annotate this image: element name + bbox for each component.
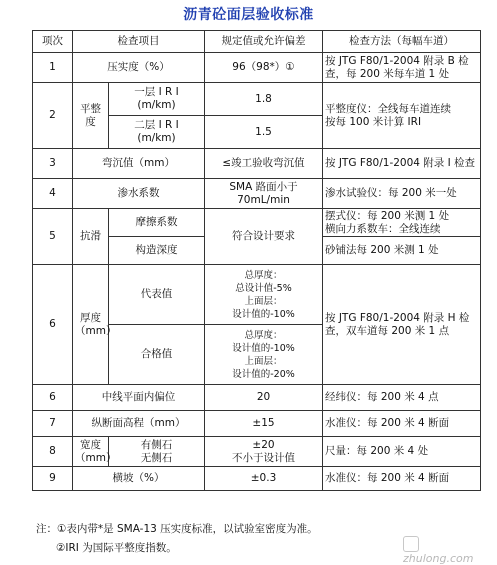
row-subitem: 合格值	[109, 325, 205, 385]
value-line: 设计值的-10%	[232, 308, 295, 320]
row-value: 1.8	[205, 83, 323, 116]
row-method: 渗水试验仪：每 200 米一处	[323, 179, 481, 209]
method-line: 摆式仪：每 200 米测 1 处	[325, 209, 450, 222]
row-method: 按 JTG F80/1-2004 附录 I 检查	[323, 149, 481, 179]
row-subitem: 构造深度	[109, 237, 205, 265]
table-header-row	[33, 31, 481, 53]
row-index: 1	[33, 53, 73, 83]
table-row	[33, 83, 481, 116]
value-line: SMA 路面小于	[229, 180, 298, 193]
row-value	[205, 325, 323, 385]
row-subitem	[109, 83, 205, 116]
row-item: 厚度（mm）	[73, 265, 109, 385]
inspection-standard-table	[32, 30, 481, 491]
value-line: 上面层：	[244, 295, 283, 307]
method-line: 按每 100 米计算 IRI	[325, 115, 422, 128]
row-subitem	[109, 437, 205, 467]
row-item: 中线平面内偏位	[73, 385, 205, 411]
value-line: 总厚度：	[244, 329, 283, 341]
row-item: 抗滑	[73, 209, 109, 265]
subitem-unit: (m/km)	[137, 99, 176, 111]
row-index: 3	[33, 149, 73, 179]
value-line: 不小于设计值	[232, 451, 295, 464]
header-item: 检查项目	[73, 31, 205, 53]
table-row	[33, 385, 481, 411]
row-value	[205, 437, 323, 467]
value-line: 设计值的-10%	[232, 342, 295, 354]
row-method: 经纬仪：每 200 米 4 点	[323, 385, 481, 411]
row-value: ±0.3	[205, 467, 323, 491]
row-subitem: 摩擦系数	[109, 209, 205, 237]
footnote-2: ②IRI 为国际平整度指数。	[56, 542, 177, 554]
row-method	[323, 209, 481, 237]
row-method	[323, 83, 481, 149]
row-method: 水准仪：每 200 米 4 断面	[323, 467, 481, 491]
row-index: 4	[33, 179, 73, 209]
table-row	[33, 467, 481, 491]
row-index: 5	[33, 209, 73, 265]
row-subitem	[109, 116, 205, 149]
value-line: 总厚度：	[244, 269, 283, 281]
row-index: 8	[33, 437, 73, 467]
header-index: 项次	[33, 31, 73, 53]
row-item: 宽度（mm）	[73, 437, 109, 467]
row-item: 渗水系数	[73, 179, 205, 209]
table-row	[33, 209, 481, 237]
subitem-label: 一层 I R I	[134, 86, 179, 98]
table-row	[33, 437, 481, 467]
row-index: 9	[33, 467, 73, 491]
row-value: ±15	[205, 411, 323, 437]
row-value: 1.5	[205, 116, 323, 149]
value-line: 70mL/min	[237, 193, 290, 206]
row-index: 2	[33, 83, 73, 149]
row-value	[205, 179, 323, 209]
table-row	[33, 179, 481, 209]
row-value: 96（98*）①	[205, 53, 323, 83]
subitem-unit: (m/km)	[137, 132, 176, 144]
row-value: 20	[205, 385, 323, 411]
header-value: 规定值或允许偏差	[205, 31, 323, 53]
method-line: 横向力系数车：全线连续	[325, 222, 441, 235]
header-method: 检查方法（每幅车道）	[323, 31, 481, 53]
subitem-label: 二层 I R I	[134, 119, 179, 131]
row-method: 尺量：每 200 米 4 处	[323, 437, 481, 467]
subitem-label: 无侧石	[140, 451, 173, 464]
subitem-label: 有侧石	[140, 438, 173, 451]
row-item: 平整度	[73, 83, 109, 149]
row-index: 6	[33, 385, 73, 411]
watermark	[403, 536, 487, 565]
row-method: 水准仪：每 200 米 4 断面	[323, 411, 481, 437]
value-line: 上面层：	[244, 355, 283, 367]
page-title: 沥青砼面层验收标准	[183, 7, 314, 23]
row-method: 按 JTG F80/1-2004 附录 H 检查，双车道每 200 米 1 点	[323, 265, 481, 385]
table-row	[33, 53, 481, 83]
row-item: 横坡（%）	[73, 467, 205, 491]
row-index: 7	[33, 411, 73, 437]
row-value	[205, 265, 323, 325]
row-item: 压实度（%）	[73, 53, 205, 83]
watermark-logo-icon	[403, 536, 419, 552]
value-line: 总设计值-5%	[235, 282, 292, 294]
value-line: 设计值的-20%	[232, 368, 295, 380]
row-method: 按 JTG F80/1-2004 附录 B 检查，每 200 米每车道 1 处	[323, 53, 481, 83]
table-row	[33, 411, 481, 437]
row-value: 符合设计要求	[205, 209, 323, 265]
row-item: 弯沉值（mm）	[73, 149, 205, 179]
row-value: ≤竣工验收弯沉值	[205, 149, 323, 179]
table-row	[33, 265, 481, 325]
row-item: 纵断面高程（mm）	[73, 411, 205, 437]
watermark-text: zhulong.com	[403, 552, 474, 565]
value-line: ±20	[252, 438, 275, 451]
method-line: 平整度仪：全线每车道连续	[325, 102, 451, 115]
table-row	[33, 149, 481, 179]
row-method: 砂铺法每 200 米测 1 处	[323, 237, 481, 265]
row-index: 6	[33, 265, 73, 385]
row-subitem: 代表值	[109, 265, 205, 325]
footnote-1: 注：①表内带*是 SMA-13 压实度标准，以试验室密度为准。	[36, 523, 318, 535]
